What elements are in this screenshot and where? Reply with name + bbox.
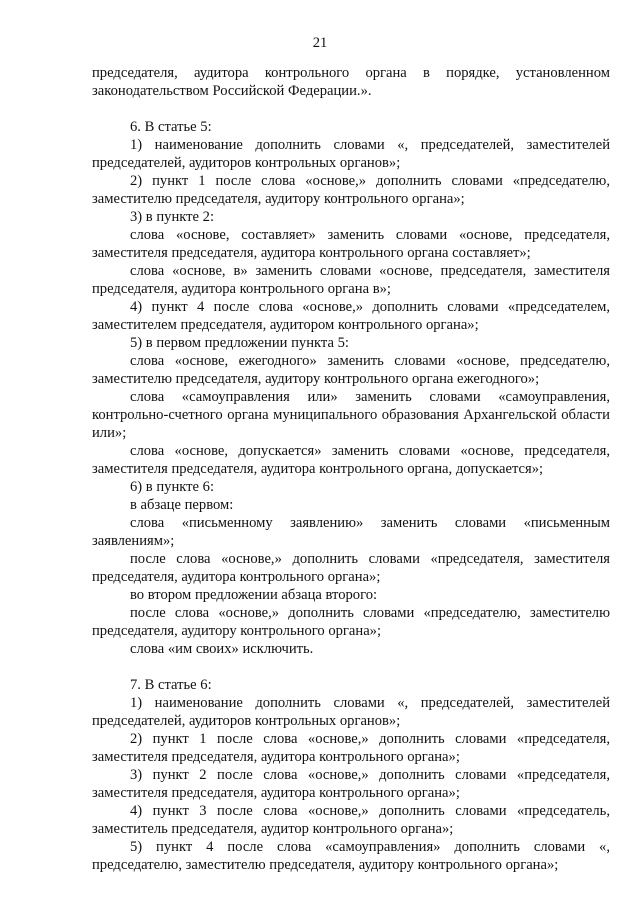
paragraph: 4) пункт 3 после слова «основе,» дополнить словами «председатель, заместитель председателя, аудитор контрольного органа»;	[92, 803, 610, 837]
paragraph: в абзаце первом:	[130, 497, 234, 513]
paragraph: после слова «основе,» дополнить словами «председателя, заместителя председателя, аудитора контрольного органа»;	[92, 551, 610, 585]
paragraph: 3) пункт 2 после слова «основе,» дополнить словами «председателя, заместителя председателя, аудитора контрольного органа»;	[92, 767, 610, 801]
paragraph: слова «основе, ежегодного» заменить словами «основе, председателю, заместителю председателя, аудитору контрольного органа ежегодного»;	[92, 353, 610, 387]
page-number: 21	[312, 35, 328, 51]
paragraph: слова «основе, в» заменить словами «основе, председателя, заместителя председателя, аудитора контрольного органа в»;	[92, 263, 610, 297]
paragraph: 5) в первом предложении пункта 5:	[130, 335, 349, 351]
paragraph-gap	[92, 100, 610, 118]
paragraph-gap	[92, 658, 610, 676]
paragraph: слова «основе, составляет» заменить словами «основе, председателя, заместителя председателя, аудитора контрольного органа составляет»;	[92, 227, 610, 261]
paragraph: 3) в пункте 2:	[130, 209, 215, 225]
paragraph: после слова «основе,» дополнить словами «председателю, заместителю председателя, аудитору контрольного органа»;	[92, 605, 610, 639]
paragraph: слова «письменному заявлению» заменить словами «письменным заявлениям»;	[92, 515, 610, 549]
paragraph: 2) пункт 1 после слова «основе,» дополнить словами «председателя, заместителя председателя, аудитора контрольного органа»;	[92, 731, 610, 765]
paragraph: 2) пункт 1 после слова «основе,» дополнить словами «председателю, заместителю председателя, аудитору контрольного органа»;	[92, 173, 610, 207]
paragraph: 7. В статье 6:	[130, 677, 212, 693]
paragraph: во втором предложении абзаца второго:	[130, 587, 378, 603]
paragraph: слова «им своих» исключить.	[130, 641, 314, 657]
document-body	[92, 64, 610, 874]
paragraph: 4) пункт 4 после слова «основе,» дополнить словами «председателем, заместителем председателя, аудитором контрольного органа»;	[92, 299, 610, 333]
paragraph: 5) пункт 4 после слова «самоуправления» дополнить словами «, председателю, заместителю председателя, аудитору контрольного органа»;	[92, 839, 610, 873]
paragraph: 6. В статье 5:	[130, 119, 212, 135]
paragraph: слова «самоуправления или» заменить словами «самоуправления, контрольно-счетного органа муниципального образования Архангельской области или»;	[92, 389, 610, 441]
paragraph: 1) наименование дополнить словами «, председателей, заместителей председателей, аудиторов контрольных органов»;	[92, 137, 610, 171]
paragraph: председателя, аудитора контрольного органа в порядке, установленном законодательством Российской Федерации.».	[92, 65, 610, 99]
paragraph: 6) в пункте 6:	[130, 479, 215, 495]
paragraph: слова «основе, допускается» заменить словами «основе, председателя, заместителя председателя, аудитора контрольного органа, допускается»;	[92, 443, 610, 477]
paragraph: 1) наименование дополнить словами «, председателей, заместителей председателей, аудиторов контрольных органов»;	[92, 695, 610, 729]
